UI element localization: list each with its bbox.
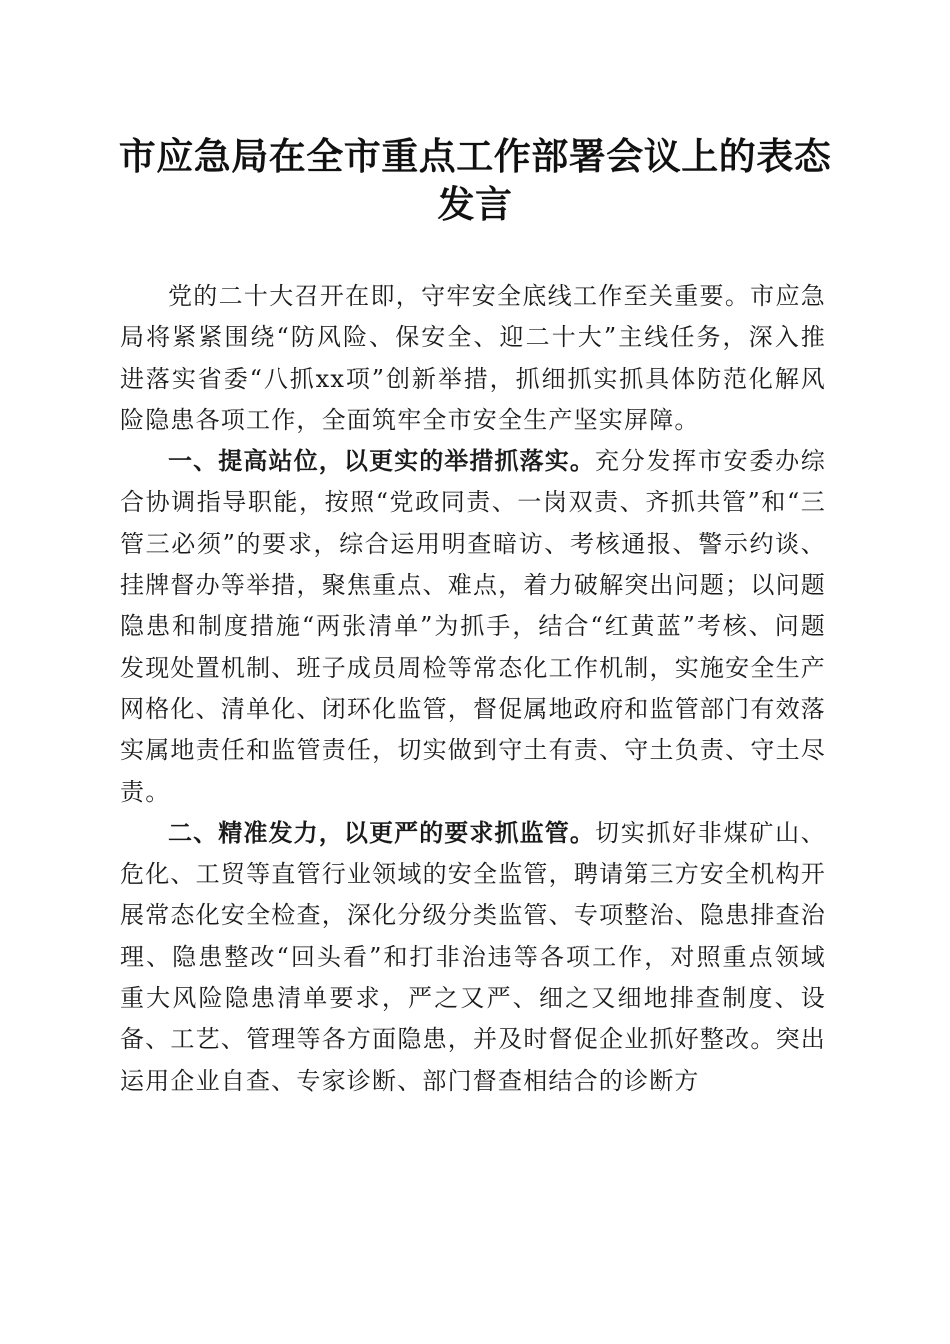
section-paragraph-2 — [120, 813, 826, 1102]
section-text-1: 充分发挥市安委办综合协调指导职能，按照“党政同责、一岗双责、齐抓共管”和“三管三必须”的要求，综合运用明查暗访、考核通报、警示约谈、挂牌督办等举措，聚焦重点、难点，着力破解突出问题；以问题隐患和制度措施“两张清单”为抓手，结合“红黄蓝”考核、问题发现处置机制、班子成员周检等常态化工作机制，实施安全生产网格化、清单化、闭环化监管，督促属地政府和监管部门有效落实属地责任和监管责任，切实做到守土有责、守土负责、守土尽责。 — [120, 447, 826, 806]
document-body — [120, 276, 826, 1102]
section-heading-1: 一、提高站位，以更实的举措抓落实。 — [168, 447, 596, 476]
intro-paragraph: 党的二十大召开在即，守牢安全底线工作至关重要。市应急局将紧紧围绕“防风险、保安全、迎二十大”主线任务，深入推进落实省委“八抓xx项”创新举措，抓细抓实抓具体防范化解风险隐患各项工作，全面筑牢全市安全生产坚实屏障。 — [120, 282, 826, 434]
section-text-2: 切实抓好非煤矿山、危化、工贸等直管行业领域的安全监管，聘请第三方安全机构开展常态化安全检查，深化分级分类监管、专项整治、隐患排查治理、隐患整改“回头看”和打非治违等各项工作，对照重点领域重大风险隐患清单要求，严之又严、细之又细地排查制度、设备、工艺、管理等各方面隐患，并及时督促企业抓好整改。突出运用企业自查、专家诊断、部门督查相结合的诊断方 — [120, 818, 826, 1095]
section-paragraph-1 — [120, 441, 826, 813]
section-heading-2: 二、精准发力，以更严的要求抓监管。 — [168, 818, 596, 847]
document-title: 市应急局在全市重点工作部署会议上的表态发言 — [118, 134, 832, 226]
